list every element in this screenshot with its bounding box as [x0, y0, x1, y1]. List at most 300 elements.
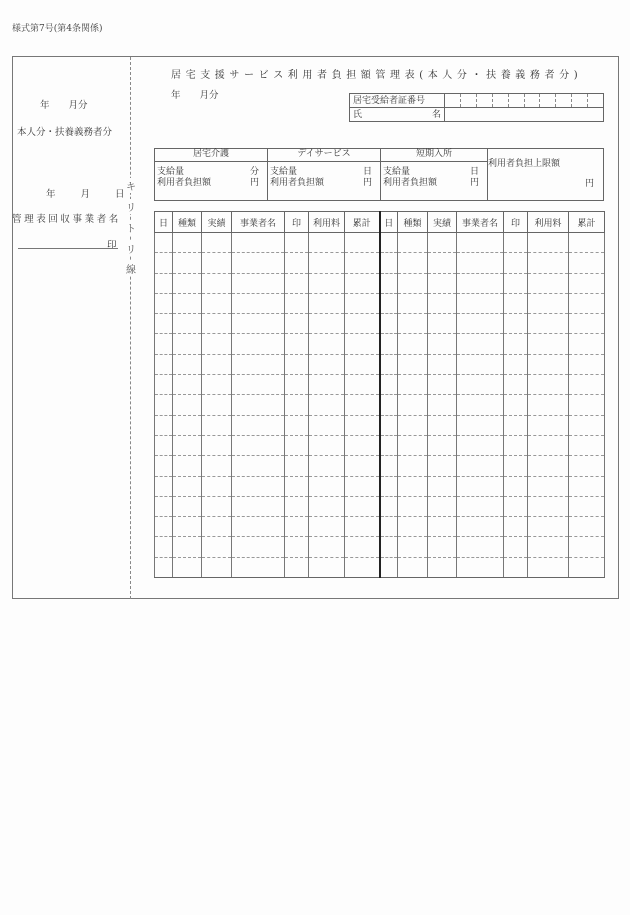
ledger-cell[interactable] — [528, 456, 569, 476]
ledger-cell[interactable] — [380, 557, 398, 577]
cert-digit[interactable] — [571, 94, 587, 107]
ledger-row — [155, 273, 605, 293]
ledger-cell[interactable] — [232, 395, 285, 415]
ledger-cell[interactable] — [285, 476, 309, 496]
ledger-cell[interactable] — [345, 517, 380, 537]
ledger-cell[interactable] — [428, 476, 457, 496]
ledger-cell[interactable] — [528, 253, 569, 273]
ledger-cell[interactable] — [202, 415, 232, 435]
ledger-cell[interactable] — [569, 233, 605, 253]
ledger-cell[interactable] — [202, 233, 232, 253]
ledger-cell[interactable] — [380, 395, 398, 415]
ledger-cell[interactable] — [202, 334, 232, 354]
ledger-cell[interactable] — [173, 537, 202, 557]
ledger-cell[interactable] — [202, 517, 232, 537]
ledger-cell[interactable] — [345, 253, 380, 273]
stub-signature-line[interactable] — [18, 248, 118, 249]
ledger-cell[interactable] — [504, 314, 528, 334]
burden-limit-label: 利用者負担上限額 — [488, 159, 561, 169]
burden-limit-unit: 円 — [584, 179, 594, 189]
ledger-cell[interactable] — [155, 273, 173, 293]
ledger-cell[interactable] — [345, 476, 380, 496]
ledger-cell[interactable] — [380, 435, 398, 455]
ledger-cell[interactable] — [173, 557, 202, 577]
ledger-row — [155, 496, 605, 516]
ledger-cell[interactable] — [345, 354, 380, 374]
ledger-cell[interactable] — [528, 314, 569, 334]
ledger-cell[interactable] — [173, 435, 202, 455]
ledger-cell[interactable] — [428, 557, 457, 577]
ledger-cell[interactable] — [457, 456, 504, 476]
short-stay-cell[interactable] — [381, 162, 488, 201]
ledger-cell[interactable] — [285, 314, 309, 334]
ledger-cell[interactable] — [504, 496, 528, 516]
ledger-cell[interactable] — [457, 233, 504, 253]
ledger-cell[interactable] — [232, 456, 285, 476]
ledger-cell[interactable] — [428, 496, 457, 516]
ledger-cell[interactable] — [173, 253, 202, 273]
ledger-cell[interactable] — [380, 517, 398, 537]
day-service-cell[interactable] — [268, 162, 381, 201]
ledger-cell[interactable] — [202, 537, 232, 557]
ledger-cell[interactable] — [155, 557, 173, 577]
ledger-cell[interactable] — [285, 557, 309, 577]
ledger-cell[interactable] — [202, 476, 232, 496]
cert-number-field[interactable] — [445, 94, 604, 108]
ledger-cell[interactable] — [398, 293, 428, 313]
ledger-cell[interactable] — [457, 435, 504, 455]
ledger-cell[interactable] — [232, 273, 285, 293]
ledger-cell[interactable] — [428, 395, 457, 415]
ledger-cell[interactable] — [309, 233, 345, 253]
ledger-cell[interactable] — [504, 354, 528, 374]
ledger-cell[interactable] — [285, 456, 309, 476]
ledger-cell[interactable] — [309, 314, 345, 334]
ledger-cell[interactable] — [504, 557, 528, 577]
ledger-cell[interactable] — [309, 253, 345, 273]
ledger-cell[interactable] — [345, 293, 380, 313]
service-header-short-stay: 短期入所 — [381, 149, 488, 162]
ledger-cell[interactable] — [398, 253, 428, 273]
ledger-cell[interactable] — [504, 253, 528, 273]
ledger-cell[interactable] — [155, 476, 173, 496]
cert-digit[interactable] — [476, 94, 492, 107]
burden-limit-cell[interactable] — [488, 149, 604, 201]
name-label-1: 氏 — [353, 109, 363, 120]
ledger-cell[interactable] — [528, 476, 569, 496]
ledger-cell[interactable] — [504, 293, 528, 313]
col-seal: 印 — [285, 212, 309, 233]
ledger-cell[interactable] — [232, 233, 285, 253]
col-seal: 印 — [504, 212, 528, 233]
ledger-cell[interactable] — [569, 435, 605, 455]
ledger-cell[interactable] — [232, 557, 285, 577]
ledger-cell[interactable] — [345, 273, 380, 293]
cert-digit[interactable] — [508, 94, 524, 107]
ledger-cell[interactable] — [428, 537, 457, 557]
ledger-cell[interactable] — [528, 233, 569, 253]
ledger-cell[interactable] — [232, 537, 285, 557]
ledger-cell[interactable] — [457, 537, 504, 557]
col-actual: 実績 — [202, 212, 232, 233]
ledger-cell[interactable] — [569, 354, 605, 374]
ledger-cell[interactable] — [173, 233, 202, 253]
ledger-cell[interactable] — [155, 456, 173, 476]
ledger-cell[interactable] — [155, 395, 173, 415]
col-day: 日 — [155, 212, 173, 233]
ledger-cell[interactable] — [202, 496, 232, 516]
ledger-cell[interactable] — [398, 456, 428, 476]
cut-line-char: リ — [125, 199, 137, 214]
cert-digit[interactable] — [492, 94, 508, 107]
cert-number-label: 居宅受給者証番号 — [350, 94, 445, 108]
ledger-cell[interactable] — [202, 456, 232, 476]
ledger-cell[interactable] — [457, 496, 504, 516]
ledger-cell[interactable] — [504, 435, 528, 455]
ledger-cell[interactable] — [345, 375, 380, 395]
ledger-cell[interactable] — [309, 293, 345, 313]
ledger-cell[interactable] — [285, 354, 309, 374]
col-type: 種類 — [173, 212, 202, 233]
ledger-cell[interactable] — [504, 334, 528, 354]
ledger-cell[interactable] — [504, 456, 528, 476]
ledger-cell[interactable] — [457, 517, 504, 537]
cut-line-char: キ — [125, 178, 137, 193]
cert-digit[interactable] — [587, 94, 603, 107]
ledger-cell[interactable] — [428, 517, 457, 537]
ledger-cell[interactable] — [285, 395, 309, 415]
ledger-cell[interactable] — [569, 496, 605, 516]
ledger-cell[interactable] — [202, 375, 232, 395]
ledger-cell[interactable] — [380, 273, 398, 293]
ledger-cell[interactable] — [345, 557, 380, 577]
ledger-cell[interactable] — [173, 496, 202, 516]
ledger-cell[interactable] — [528, 334, 569, 354]
ledger-cell[interactable] — [380, 415, 398, 435]
ledger-cell[interactable] — [398, 435, 428, 455]
ledger-cell[interactable] — [173, 395, 202, 415]
ledger-cell[interactable] — [528, 537, 569, 557]
ledger-cell[interactable] — [155, 517, 173, 537]
ledger-cell[interactable] — [398, 233, 428, 253]
ledger-cell[interactable] — [309, 435, 345, 455]
ledger-cell[interactable] — [504, 517, 528, 537]
usage-ledger-table — [154, 211, 605, 578]
ledger-cell[interactable] — [173, 476, 202, 496]
ledger-row — [155, 517, 605, 537]
ledger-row — [155, 314, 605, 334]
ledger-cell[interactable] — [380, 233, 398, 253]
ledger-cell[interactable] — [569, 476, 605, 496]
ledger-cell[interactable] — [155, 415, 173, 435]
ledger-cell[interactable] — [457, 273, 504, 293]
ledger-cell[interactable] — [457, 314, 504, 334]
ledger-cell[interactable] — [457, 557, 504, 577]
ledger-cell[interactable] — [173, 273, 202, 293]
ledger-cell[interactable] — [202, 293, 232, 313]
burden-unit: 円 — [249, 178, 259, 188]
ledger-cell[interactable] — [232, 435, 285, 455]
ledger-row — [155, 415, 605, 435]
col-actual: 実績 — [428, 212, 457, 233]
ledger-cell[interactable] — [569, 375, 605, 395]
ledger-cell[interactable] — [285, 496, 309, 516]
ledger-cell[interactable] — [398, 395, 428, 415]
cert-digit[interactable] — [445, 94, 460, 107]
ledger-cell[interactable] — [202, 354, 232, 374]
ledger-cell[interactable] — [345, 435, 380, 455]
ledger-cell[interactable] — [380, 253, 398, 273]
ledger-cell[interactable] — [504, 273, 528, 293]
ledger-cell[interactable] — [398, 517, 428, 537]
ledger-cell[interactable] — [309, 375, 345, 395]
ledger-cell[interactable] — [569, 293, 605, 313]
ledger-cell[interactable] — [309, 334, 345, 354]
ledger-cell[interactable] — [528, 415, 569, 435]
service-header-day-service: デイサービス — [268, 149, 381, 162]
ledger-cell[interactable] — [155, 496, 173, 516]
ledger-cell[interactable] — [309, 415, 345, 435]
cert-digit[interactable] — [555, 94, 571, 107]
ledger-cell[interactable] — [173, 517, 202, 537]
ledger-cell[interactable] — [380, 314, 398, 334]
ledger-cell[interactable] — [428, 253, 457, 273]
ledger-cell[interactable] — [155, 375, 173, 395]
ledger-cell[interactable] — [232, 496, 285, 516]
ledger-cell[interactable] — [309, 537, 345, 557]
ledger-cell[interactable] — [202, 314, 232, 334]
ledger-cell[interactable] — [528, 354, 569, 374]
col-type: 種類 — [398, 212, 428, 233]
ledger-cell[interactable] — [528, 435, 569, 455]
ledger-cell[interactable] — [569, 273, 605, 293]
ledger-cell[interactable] — [232, 293, 285, 313]
ledger-cell[interactable] — [285, 415, 309, 435]
form-number: 様式第7号(第4条関係) — [12, 24, 103, 34]
ledger-cell[interactable] — [285, 537, 309, 557]
ledger-cell[interactable] — [428, 354, 457, 374]
ledger-cell[interactable] — [202, 435, 232, 455]
ledger-cell[interactable] — [569, 253, 605, 273]
ledger-cell[interactable] — [173, 334, 202, 354]
ledger-cell[interactable] — [569, 415, 605, 435]
ledger-cell[interactable] — [398, 375, 428, 395]
stub-subject: 本人分・扶養義務者分 — [17, 127, 113, 138]
home-care-cell[interactable] — [155, 162, 268, 201]
ledger-cell[interactable] — [380, 496, 398, 516]
ledger-row — [155, 537, 605, 557]
ledger-cell[interactable] — [428, 293, 457, 313]
ledger-cell[interactable] — [528, 375, 569, 395]
ledger-cell[interactable] — [398, 537, 428, 557]
service-header-home-care: 居宅介護 — [155, 149, 268, 162]
burden-unit: 円 — [362, 178, 372, 188]
name-field[interactable] — [445, 108, 604, 122]
ledger-cell[interactable] — [173, 293, 202, 313]
ledger-cell[interactable] — [309, 496, 345, 516]
ledger-row — [155, 435, 605, 455]
ledger-cell[interactable] — [380, 537, 398, 557]
ledger-row — [155, 293, 605, 313]
supply-unit: 日 — [469, 167, 479, 177]
ledger-row — [155, 233, 605, 253]
ledger-cell[interactable] — [457, 354, 504, 374]
ledger-cell[interactable] — [345, 334, 380, 354]
ledger-cell[interactable] — [202, 557, 232, 577]
ledger-cell[interactable] — [380, 293, 398, 313]
ledger-cell[interactable] — [345, 537, 380, 557]
ledger-cell[interactable] — [504, 233, 528, 253]
ledger-cell[interactable] — [173, 354, 202, 374]
ledger-cell[interactable] — [428, 233, 457, 253]
ledger-cell[interactable] — [202, 395, 232, 415]
ledger-cell[interactable] — [428, 314, 457, 334]
ledger-cell[interactable] — [428, 435, 457, 455]
cert-digit[interactable] — [539, 94, 555, 107]
col-fee: 利用料 — [309, 212, 345, 233]
ledger-row — [155, 557, 605, 577]
ledger-cell[interactable] — [345, 314, 380, 334]
ledger-cell[interactable] — [155, 354, 173, 374]
ledger-cell[interactable] — [569, 557, 605, 577]
ledger-cell[interactable] — [155, 314, 173, 334]
ledger-cell[interactable] — [504, 415, 528, 435]
ledger-cell[interactable] — [528, 517, 569, 537]
ledger-cell[interactable] — [173, 375, 202, 395]
cert-digit[interactable] — [460, 94, 476, 107]
ledger-row — [155, 456, 605, 476]
ledger-cell[interactable] — [380, 476, 398, 496]
ledger-cell[interactable] — [155, 293, 173, 313]
ledger-cell[interactable] — [232, 314, 285, 334]
ledger-cell[interactable] — [345, 456, 380, 476]
ledger-cell[interactable] — [380, 354, 398, 374]
ledger-cell[interactable] — [504, 476, 528, 496]
ledger-cell[interactable] — [428, 456, 457, 476]
ledger-cell[interactable] — [173, 314, 202, 334]
ledger-cell[interactable] — [345, 496, 380, 516]
ledger-cell[interactable] — [398, 354, 428, 374]
ledger-cell[interactable] — [457, 334, 504, 354]
ledger-cell[interactable] — [457, 375, 504, 395]
ledger-cell[interactable] — [428, 334, 457, 354]
ledger-cell[interactable] — [173, 456, 202, 476]
ledger-cell[interactable] — [380, 456, 398, 476]
ledger-cell[interactable] — [398, 334, 428, 354]
ledger-cell[interactable] — [457, 293, 504, 313]
ledger-cell[interactable] — [285, 253, 309, 273]
ledger-cell[interactable] — [285, 293, 309, 313]
stub-seal: 印 — [107, 240, 117, 251]
ledger-cell[interactable] — [528, 293, 569, 313]
ledger-cell[interactable] — [232, 476, 285, 496]
ledger-cell[interactable] — [285, 334, 309, 354]
ledger-cell[interactable] — [569, 456, 605, 476]
ledger-cell[interactable] — [398, 476, 428, 496]
ledger-cell[interactable] — [528, 273, 569, 293]
ledger-cell[interactable] — [457, 253, 504, 273]
ledger-cell[interactable] — [504, 375, 528, 395]
ledger-cell[interactable] — [569, 517, 605, 537]
ledger-cell[interactable] — [309, 354, 345, 374]
ledger-cell[interactable] — [173, 415, 202, 435]
ledger-cell[interactable] — [428, 415, 457, 435]
ledger-cell[interactable] — [398, 415, 428, 435]
ledger-cell[interactable] — [398, 314, 428, 334]
ledger-cell[interactable] — [309, 517, 345, 537]
ledger-cell[interactable] — [155, 537, 173, 557]
ledger-cell[interactable] — [285, 273, 309, 293]
ledger-cell[interactable] — [202, 253, 232, 273]
ledger-cell[interactable] — [457, 415, 504, 435]
col-fee: 利用料 — [528, 212, 569, 233]
ledger-cell[interactable] — [285, 375, 309, 395]
ledger-cell[interactable] — [155, 435, 173, 455]
ledger-cell[interactable] — [232, 375, 285, 395]
stub-year-month: 年 月分 — [40, 100, 88, 111]
ledger-cell[interactable] — [569, 537, 605, 557]
ledger-cell[interactable] — [155, 253, 173, 273]
ledger-cell[interactable] — [504, 537, 528, 557]
ledger-cell[interactable] — [398, 273, 428, 293]
ledger-cell[interactable] — [232, 334, 285, 354]
ledger-cell[interactable] — [504, 395, 528, 415]
ledger-cell[interactable] — [345, 233, 380, 253]
col-cumulative: 累計 — [345, 212, 380, 233]
name-label-2: 名 — [431, 109, 441, 120]
ledger-cell[interactable] — [202, 273, 232, 293]
stub-date: 年 月 日 — [46, 189, 127, 200]
ledger-cell[interactable] — [232, 415, 285, 435]
ledger-cell[interactable] — [569, 395, 605, 415]
ledger-cell[interactable] — [309, 456, 345, 476]
ledger-cell[interactable] — [345, 415, 380, 435]
ledger-cell[interactable] — [528, 557, 569, 577]
ledger-row — [155, 334, 605, 354]
ledger-cell[interactable] — [285, 435, 309, 455]
ledger-cell[interactable] — [309, 273, 345, 293]
ledger-cell[interactable] — [309, 395, 345, 415]
cert-digit[interactable] — [524, 94, 540, 107]
ledger-cell[interactable] — [380, 334, 398, 354]
ledger-cell[interactable] — [155, 233, 173, 253]
ledger-cell[interactable] — [428, 375, 457, 395]
ledger-row — [155, 476, 605, 496]
ledger-cell[interactable] — [232, 354, 285, 374]
ledger-cell[interactable] — [285, 233, 309, 253]
ledger-cell[interactable] — [309, 476, 345, 496]
ledger-cell[interactable] — [398, 557, 428, 577]
ledger-cell[interactable] — [569, 334, 605, 354]
ledger-cell[interactable] — [309, 557, 345, 577]
ledger-cell[interactable] — [428, 273, 457, 293]
ledger-cell[interactable] — [155, 334, 173, 354]
ledger-cell[interactable] — [528, 395, 569, 415]
ledger-cell[interactable] — [457, 476, 504, 496]
ledger-cell[interactable] — [345, 395, 380, 415]
ledger-cell[interactable] — [457, 395, 504, 415]
ledger-cell[interactable] — [285, 517, 309, 537]
ledger-cell[interactable] — [528, 496, 569, 516]
ledger-cell[interactable] — [569, 314, 605, 334]
ledger-cell[interactable] — [380, 375, 398, 395]
form-year-month: 年 月分 — [171, 90, 219, 101]
ledger-cell[interactable] — [232, 517, 285, 537]
ledger-cell[interactable] — [232, 253, 285, 273]
burden-label: 利用者負担額 — [383, 178, 438, 188]
supply-label: 支給量 — [270, 167, 298, 177]
ledger-cell[interactable] — [398, 496, 428, 516]
